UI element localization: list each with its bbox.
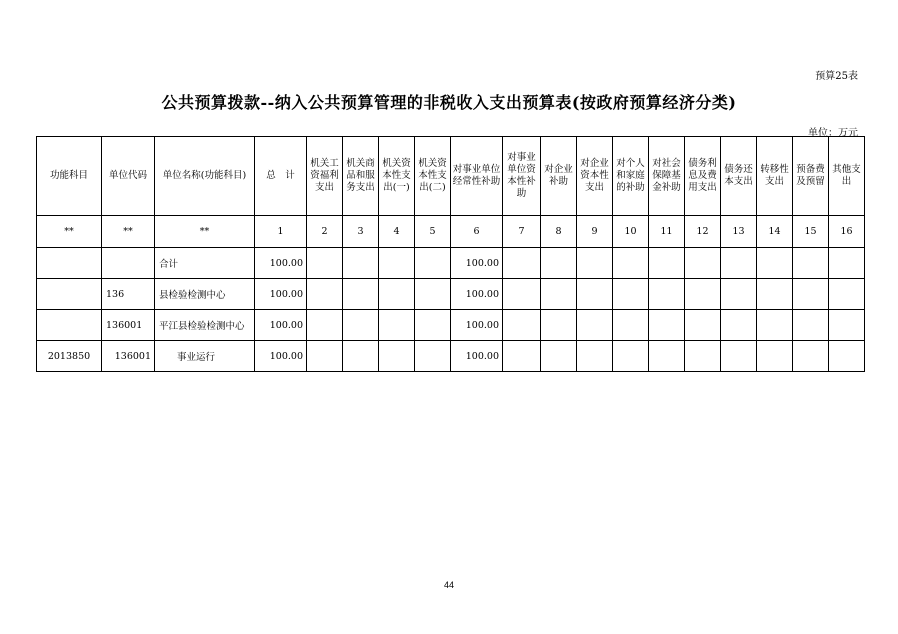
index-row xyxy=(37,216,865,248)
index-cell: 12 xyxy=(685,216,721,248)
page-number: 44 xyxy=(443,580,454,590)
header-cell: 对企业补助 xyxy=(541,137,577,216)
header-cell: 对事业单位资本性补助 xyxy=(503,137,541,216)
index-cell: ** xyxy=(102,216,155,248)
header-cell: 对社会保障基金补助 xyxy=(649,137,685,216)
header-cell: 总 计 xyxy=(255,137,307,216)
index-cell: 14 xyxy=(757,216,793,248)
total-cell: 100.00 xyxy=(255,310,307,341)
total-cell: 100.00 xyxy=(255,248,307,279)
unit-code-cell xyxy=(102,248,155,279)
header-cell: 功能科目 xyxy=(37,137,102,216)
function-code-cell xyxy=(37,248,102,279)
function-code-cell xyxy=(37,310,102,341)
header-cell: 单位名称(功能科目) xyxy=(155,137,255,216)
index-cell: ** xyxy=(37,216,102,248)
index-cell: 5 xyxy=(415,216,451,248)
index-cell: 3 xyxy=(343,216,379,248)
index-cell: 2 xyxy=(307,216,343,248)
unit-code-cell: 136001 xyxy=(102,310,155,341)
function-code-cell xyxy=(37,279,102,310)
header-cell: 机关工资福利支出 xyxy=(307,137,343,216)
header-cell: 对事业单位经常性补助 xyxy=(451,137,503,216)
header-cell: 对个人和家庭的补助 xyxy=(613,137,649,216)
index-cell: 10 xyxy=(613,216,649,248)
unit-name-cell: 县检验检测中心 xyxy=(155,279,255,310)
unit-name-cell: 事业运行 xyxy=(155,341,255,372)
total-cell: 100.00 xyxy=(255,279,307,310)
index-cell: 4 xyxy=(379,216,415,248)
header-cell: 其他支出 xyxy=(829,137,865,216)
table-row xyxy=(37,341,865,372)
header-cell: 债务还本支出 xyxy=(721,137,757,216)
index-cell: 15 xyxy=(793,216,829,248)
public-institution-subsidy-cell: 100.00 xyxy=(451,279,503,310)
table-row xyxy=(37,279,865,310)
index-cell: 1 xyxy=(255,216,307,248)
public-institution-subsidy-cell: 100.00 xyxy=(451,341,503,372)
header-cell: 转移性支出 xyxy=(757,137,793,216)
page-title: 公共预算拨款--纳入公共预算管理的非税收入支出预算表(按政府预算经济分类) xyxy=(161,93,737,112)
header-cell: 预备费及预留 xyxy=(793,137,829,216)
header-row xyxy=(37,137,865,216)
function-code-cell: 2013850 xyxy=(37,341,102,372)
header-cell: 机关商品和服务支出 xyxy=(343,137,379,216)
table-row xyxy=(37,248,865,279)
unit-code-cell: 136 xyxy=(102,279,155,310)
index-cell: 8 xyxy=(541,216,577,248)
table-number-label: 预算25表 xyxy=(815,71,858,82)
index-cell: 13 xyxy=(721,216,757,248)
header-cell: 机关资本性支出(二) xyxy=(415,137,451,216)
index-cell: 7 xyxy=(503,216,541,248)
public-institution-subsidy-cell: 100.00 xyxy=(451,248,503,279)
budget-table xyxy=(36,136,865,372)
unit-name-cell: 合计 xyxy=(155,248,255,279)
index-cell: 11 xyxy=(649,216,685,248)
table-row xyxy=(37,310,865,341)
header-cell: 单位代码 xyxy=(102,137,155,216)
index-cell: 6 xyxy=(451,216,503,248)
index-cell: 9 xyxy=(577,216,613,248)
index-cell: ** xyxy=(155,216,255,248)
header-cell: 机关资本性支出(一) xyxy=(379,137,415,216)
public-institution-subsidy-cell: 100.00 xyxy=(451,310,503,341)
unit-name-cell: 平江县检验检测中心 xyxy=(155,310,255,341)
header-cell: 债务利息及费用支出 xyxy=(685,137,721,216)
header-cell: 对企业资本性支出 xyxy=(577,137,613,216)
index-cell: 16 xyxy=(829,216,865,248)
unit-label: 单位：万元 xyxy=(808,128,858,139)
total-cell: 100.00 xyxy=(255,341,307,372)
unit-code-cell: 136001 xyxy=(102,341,155,372)
